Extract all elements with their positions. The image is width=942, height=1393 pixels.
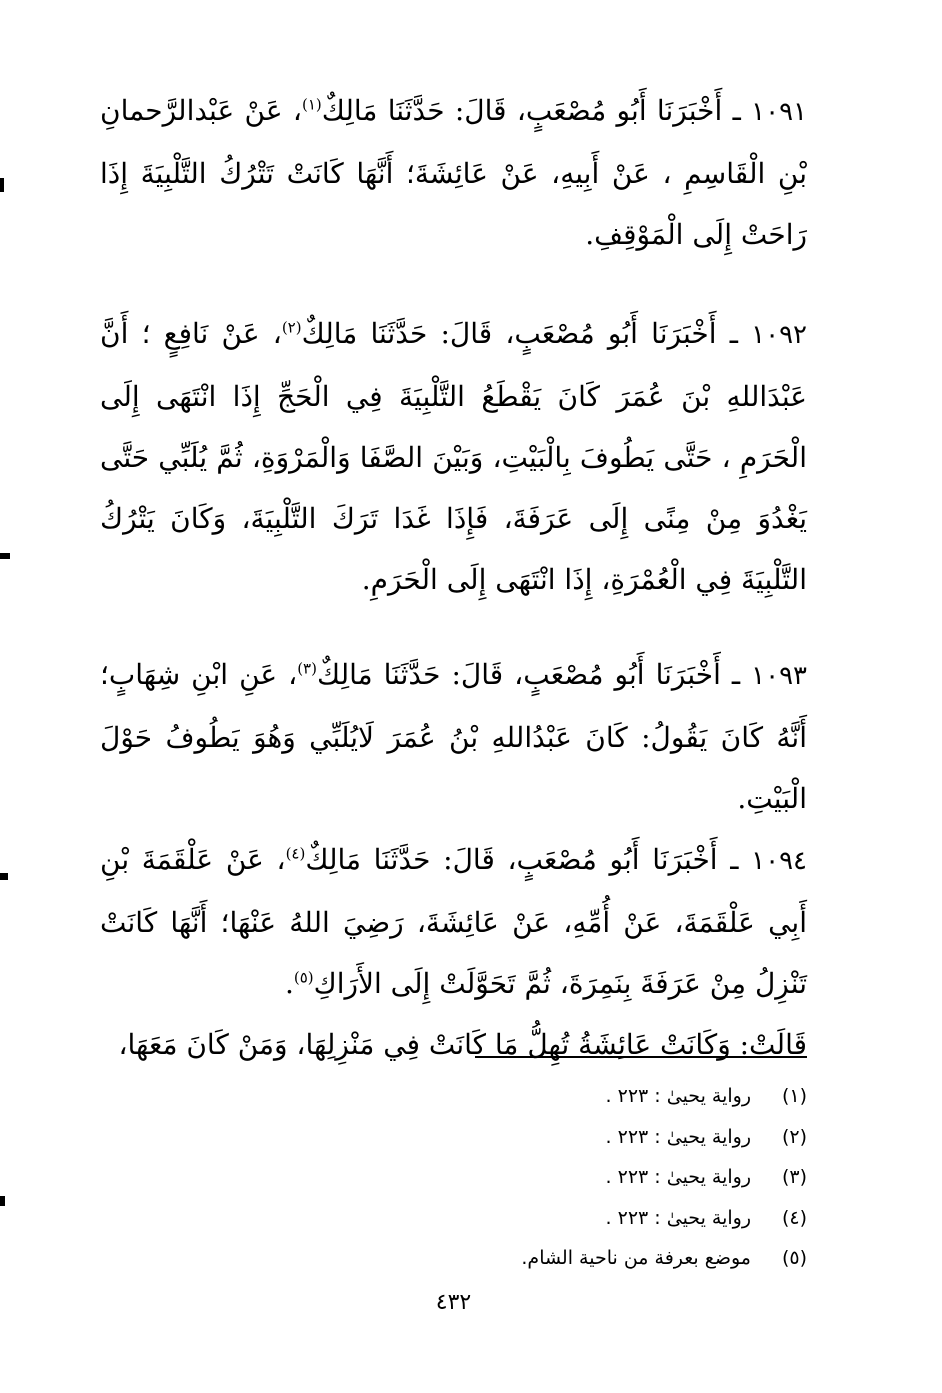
hadith-text: ـ أَخْبَرَنَا أَبُو مُصْعَبٍ، قَالَ: حَدَّثَنَا مَالِكٌ	[301, 317, 752, 350]
hadith-number: ١٠٩٢	[751, 320, 808, 350]
footnote-item	[100, 1198, 807, 1239]
hadith-number: ١٠٩٤	[751, 846, 807, 876]
hadith-number: ١٠٩٣	[751, 661, 807, 691]
footnote-item	[100, 1076, 807, 1117]
hadith-1093	[100, 644, 807, 829]
footnote-ref: (٢)	[281, 318, 302, 337]
footnote-item	[100, 1238, 807, 1279]
footnote-ref: (٥)	[293, 968, 314, 987]
footnote-ref: (٣)	[297, 659, 317, 678]
footnote-ref: (١)	[301, 95, 322, 114]
hadith-text: ـ أَخْبَرَنَا أَبُو مُصْعَبٍ، قَالَ: حَدَّثَنَا مَالِكٌ	[305, 843, 752, 876]
continuation-line	[100, 1014, 807, 1075]
hadith-text: ، عَنْ نَافِعٍ ؛ أَنَّ عَبْدَاللهِ بْنَ عُمَرَ كَانَ يَقْطَعُ التَّلْبِيَةَ فِي الْحَجِّ إِذَا انْتَهَى إِلَى الْحَرَمِ ، حَتَّى يَطُوفَ بِالْبَيْتِ، وَبَيْنَ الصَّفَا وَالْمَرْوَةِ، ثُمَّ يُلَبِّي حَتَّى يَغْدُوَ مِنْ مِنًى إِلَى عَرَفَةَ، فَإِذَا غَدَا تَرَكَ التَّلْبِيَةَ، وَكَانَ يَتْرُكُ التَّلْبِيَةَ فِي الْعُمْرَةِ، إِذَا انْتَهَى إِلَى الْحَرَمِ.	[100, 317, 807, 596]
page-number: ٤٣٢	[435, 1290, 472, 1315]
footnote-item	[100, 1117, 807, 1158]
footnote-mark: (١)	[781, 1085, 807, 1107]
page-body	[100, 80, 807, 1360]
hadith-text: ، عَنْ عَلْقَمَةَ بْنِ أَبِي عَلْقَمَةَ، عَنْ أُمِّهِ، عَنْ عَائِشَةَ، رَضِيَ اللهُ عَنْهَا؛ أَنَّهَا كَانَتْ تَنْزِلُ مِنْ عَرَفَةَ بِنَمِرَةَ، ثُمَّ تَحَوَّلَتْ إِلَى الأَرَاكِ	[100, 843, 807, 1000]
footnote-text: رواية يحيىٰ : ٢٢٣ .	[605, 1166, 751, 1188]
hadith-text: .	[284, 967, 294, 1000]
spacer	[100, 265, 807, 303]
hadith-text: ، عَنِ ابْنِ شِهَابٍ؛ أَنَّهُ كَانَ يَقُولُ: كَانَ عَبْدُاللهِ بْنُ عُمَرَ لَايُلَبِّي وَهُوَ يَطُوفُ حَوْلَ الْبَيْتِ.	[100, 658, 807, 815]
scan-mark	[0, 553, 10, 559]
footnote-text: رواية يحيىٰ : ٢٢٣ .	[605, 1125, 751, 1148]
hadith-text: ، عَنْ عَبْدالرَّحمانِ بْنِ الْقَاسِمِ ، عَنْ أَبِيهِ، عَنْ عَائِشَةَ؛ أَنَّهَا كَانَتْ تَتْرُكُ التَّلْبِيَةَ إِذَا رَاحَتْ إِلَى الْمَوْقِفِ.	[100, 94, 807, 251]
footnote-item	[100, 1157, 807, 1198]
hadith-number: ١٠٩١	[751, 97, 807, 127]
footnote-mark: (٣)	[781, 1166, 807, 1188]
scan-mark	[0, 1196, 5, 1206]
hadith-text: ـ أَخْبَرَنَا أَبُو مُصْعَبٍ، قَالَ: حَدَّثَنَا مَالِكٌ	[321, 94, 752, 127]
scan-mark	[0, 178, 4, 192]
hadith-text: قَالَتْ: وَكَانَتْ عَائِشَةُ تُهِلُّ مَا كَانَتْ فِي مَنْزِلِهَا، وَمَنْ كَانَ مَعَهَا،	[118, 1028, 807, 1061]
footnotes	[100, 1076, 807, 1279]
footnote-text: رواية يحيىٰ : ٢٢٣ .	[605, 1085, 751, 1107]
footnote-mark: (٤)	[781, 1206, 807, 1229]
footnote-mark: (٢)	[781, 1125, 807, 1148]
scan-mark	[0, 873, 8, 880]
hadith-text: ـ أَخْبَرَنَا أَبُو مُصْعَبٍ، قَالَ: حَدَّثَنَا مَالِكٌ	[316, 658, 752, 691]
hadith-1091	[100, 80, 807, 265]
footnote-text: رواية يحيىٰ : ٢٢٣ .	[605, 1206, 751, 1229]
spacer	[100, 610, 807, 644]
footnote-mark: (٥)	[781, 1247, 807, 1269]
footnote-ref: (٤)	[285, 844, 306, 863]
footnote-text: موضع بعرفة من ناحية الشام.	[521, 1247, 751, 1269]
footnote-separator	[475, 1056, 807, 1058]
hadith-1092	[100, 303, 807, 610]
hadith-1094	[100, 829, 807, 1014]
